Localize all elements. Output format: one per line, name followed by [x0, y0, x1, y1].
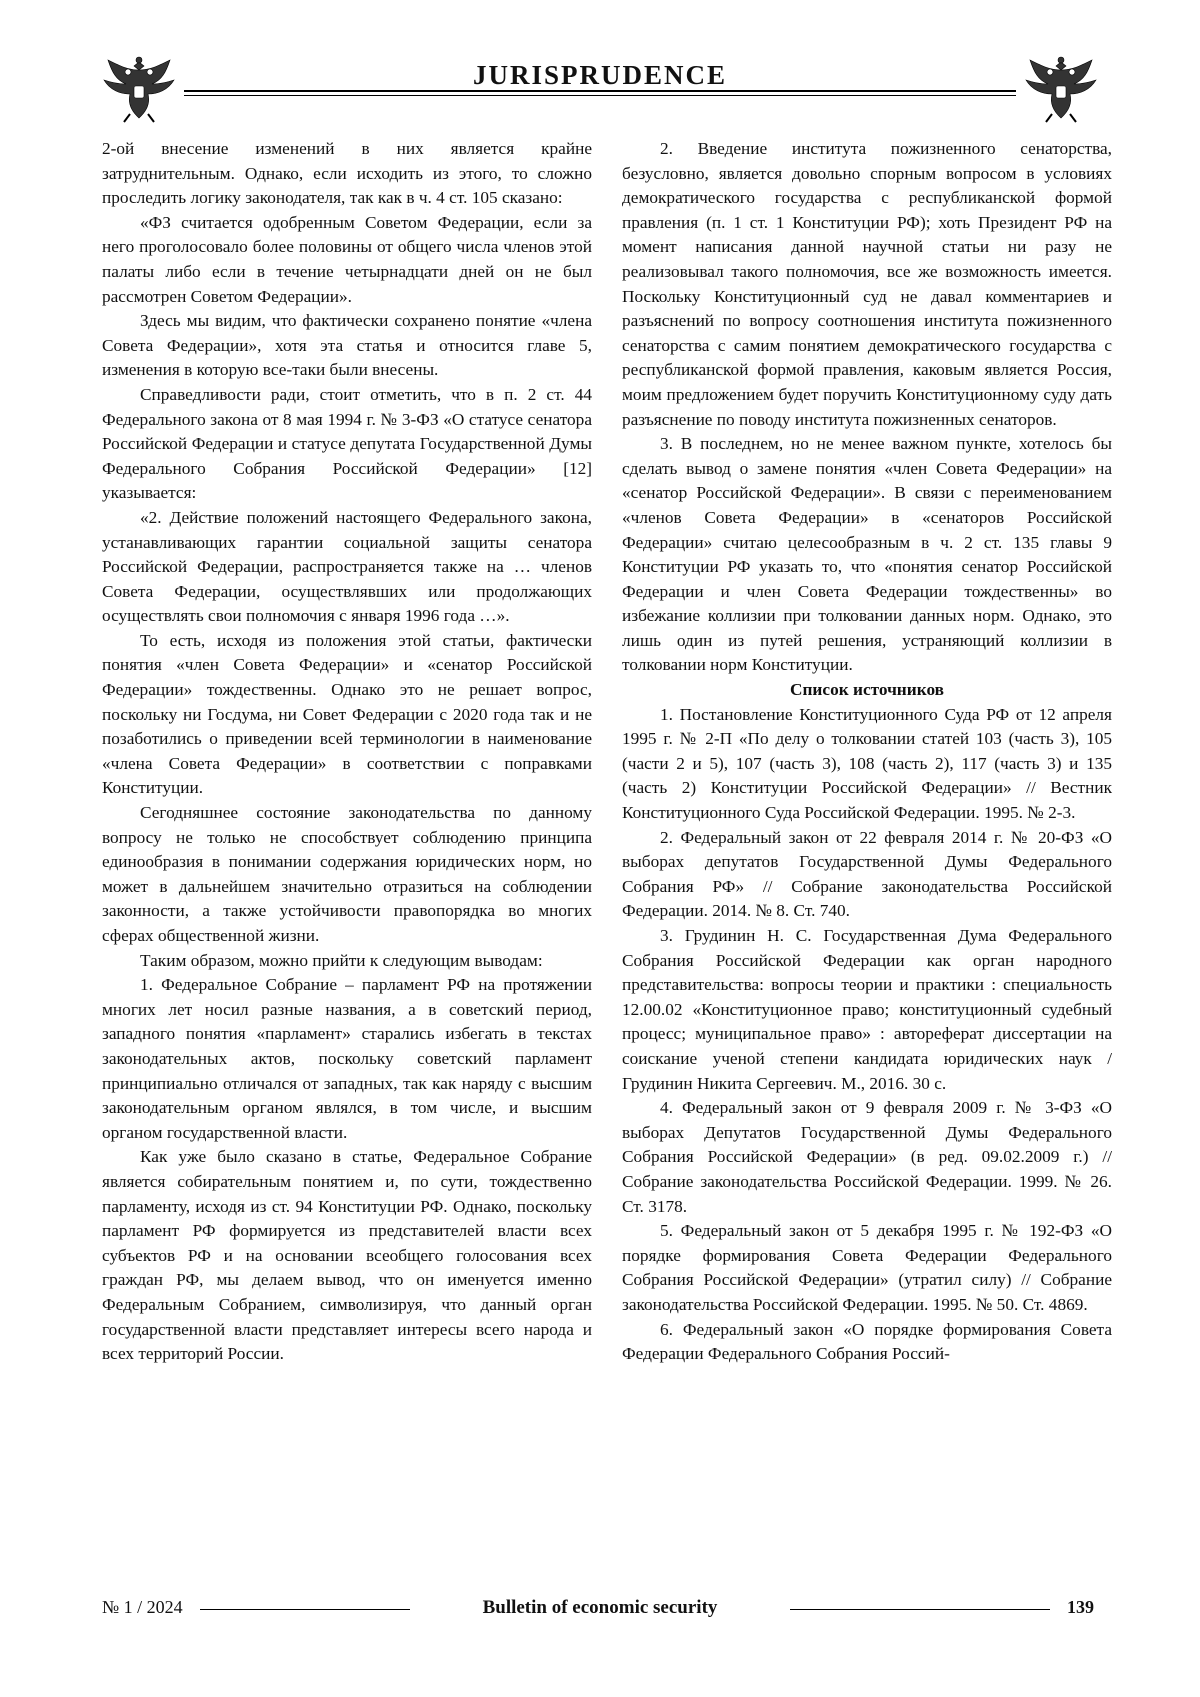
- paragraph: Справедливости ради, стоит отметить, что в п. 2 ст. 44 Федерального закона от 8 мая 1994 г. № 3-ФЗ «О статусе сенатора Российской Федерации и статусе депутата Государственной Думы Федерального Собрания Российской Федерации» [12] указывается:: [102, 384, 592, 503]
- paragraph: То есть, исходя из положения этой статьи, фактически понятия «член Совета Федерации» и «сенатор Российской Федерации» тождественны. Однако это не решает вопрос, поскольку ни Госдума, ни Совет Федерации с 2020 года так и не позаботились о приведении всей терминологии в наименование «члена Совета Федерации» в соответствии с поправками Конституции.: [102, 630, 592, 798]
- conclusion-item: 1. Федеральное Собрание – парламент РФ на протяжении многих лет носил разные названия, а в советский период, западного понятия «парламент» старались избегать в текстах законодательных актов, поскольку советский парламент принципиально отличался от западных, так как наряду с высшим законодательным органом являлся, в том числе, и высшим органом государственной власти.: [102, 975, 592, 1142]
- left-column: [102, 137, 592, 1367]
- double-headed-eagle-icon: [1022, 52, 1100, 126]
- source-item: 4. Федеральный закон от 9 февраля 2009 г. № 3-ФЗ «О выборах Депутатов Государственной Думы Федерального Собрания Российской Федерации» (в ред. 09.02.2009 г.) // Собрание законодательства Российской Федерации. 1999. № 26. Ст. 3178.: [622, 1098, 1112, 1216]
- section-title: JURISPRUDENCE: [100, 60, 1100, 91]
- footer-rule-right: [790, 1609, 1050, 1610]
- source-item: 2. Федеральный закон от 22 февраля 2014 г. № 20-ФЗ «О выборах депутатов Государственной Думы Федерального Собрания РФ» // Собрание законодательства Российской Федерации. 2014. № 8. Ст. 740.: [622, 827, 1112, 921]
- issue-number: № 1 / 2024: [102, 1597, 183, 1617]
- page-header: [100, 52, 1100, 132]
- header-rule-bottom: [184, 95, 1016, 96]
- source-item: 3. Грудинин Н. С. Государственная Дума Федерального Собрания Российской Федерации как орган народного представительства: вопросы теории и практики : специальность 12.00.02 «Конституционное право; конституционный судебный процесс; муниципальное право» : автореферат диссертации на соискание ученой степени кандидата юридических наук / Грудинин Никита Сергеевич. М., 2016. 30 с.: [622, 926, 1112, 1093]
- paragraph: Сегодняшнее состояние законодательства по данному вопросу не только не способствует соблюдению принципа единообразия в понимании содержания юридических норм, но может в дальнейшем значительно отразиться на соблюдении законности, а также устойчивости правопорядка во многих сферах общественной жизни.: [102, 803, 592, 945]
- source-item: 5. Федеральный закон от 5 декабря 1995 г. № 192-ФЗ «О порядке формирования Совета Федерации Федерального Собрания Российской Федерации» (утратил силу) // Собрание законодательства Российской Федерации. 1995. № 50. Ст. 4869.: [622, 1221, 1112, 1314]
- paragraph: Таким образом, можно прийти к следующим выводам:: [140, 950, 543, 970]
- quote-paragraph: «2. Действие положений настоящего Федерального закона, устанавливающих гарантии социальной защиты сенатора Российской Федерации, распространяется также на … членов Совета Федерации, осуществлявших или продолжающих осуществлять свои полномочия с января 1996 года …».: [102, 507, 592, 626]
- page-number: 139: [1067, 1597, 1094, 1617]
- journal-name: Bulletin of economic security: [482, 1597, 718, 1618]
- source-item: 1. Постановление Конституционного Суда РФ от 12 апреля 1995 г. № 2-П «По делу о толковании статей 103 (часть 3), 105 (части 2 и 5), 107 (часть 3), 108 (часть 2), 117 (часть 3) и 135 (часть 2) Конституции Российской Федерации» // Вестник Конституционного Суда Российской Федерации. 1995. № 2-3.: [622, 704, 1112, 823]
- paragraph: 2-ой внесение изменений в них является крайне затруднительным. Однако, если исходить из этого, то сложно проследить логику законодателя, так как в ч. 4 ст. 105 сказано:: [102, 139, 592, 208]
- conclusion-item: 3. В последнем, но не менее важном пункте, хотелось бы сделать вывод о замене понятия «член Совета Федерации» на «сенатор Российской Федерации». В связи с переименованием «членов Совета Федерации» в «сенаторов Российской Федерации» считаю целесообразным в ч. 2 ст. 135 главы 9 Конституции РФ указать то, что «понятия сенатор Российской Федерации и член Совета Федерации тождественны» во избежание коллизии при толковании данных норм. Однако, это лишь один из путей решения, устраняющий коллизии в толковании норм Конституции.: [622, 434, 1112, 675]
- right-column: [622, 137, 1112, 1367]
- quote-paragraph: «ФЗ считается одобренным Советом Федерации, если за него проголосовало более половины от общего числа членов этой палаты либо если в течение четырнадцати дней он не был рассмотрен Советом Федерации».: [102, 212, 592, 306]
- page-footer: [100, 1597, 1100, 1627]
- paragraph: Как уже было сказано в статье, Федеральное Собрание является собирательным понятием и, по сути, тождественно парламенту, исходя из ст. 94 Конституции РФ. Однако, поскольку парламент РФ формируется из представителей власти всех субъектов РФ и на основании всеобщего голосования всех граждан РФ, мы делаем вывод, что он именуется именно Федеральным Собранием, символизируя, что данный орган государственной власти представляет интересы всего народа и всех территорий России.: [102, 1147, 592, 1364]
- paragraph: Здесь мы видим, что фактически сохранено понятие «члена Совета Федерации», хотя эта статья и относится главе 5, изменения в которую все-таки были внесены.: [102, 311, 592, 380]
- sources-heading: Список источников: [790, 680, 944, 700]
- source-item: 6. Федеральный закон «О порядке формирования Совета Федерации Федерального Собрания Россий-: [622, 1319, 1112, 1364]
- conclusion-item: 2. Введение института пожизненного сенаторства, безусловно, является довольно спорным вопросом в условиях демократического государства с республиканской формой правления (п. 1 ст. 1 Конституции РФ); хоть Президент РФ на момент написания данной научной статьи ни разу не реализовывал такого полномочия, все же возможность имеется. Поскольку Конституционный суд не давал комментариев и разъяснений по вопросу соотношения института пожизненного сенаторства с самим понятием демократического государства с республиканской формой правления, каковым является Россия, моим предложением будет поручить Конституционному суду дать разъяснение по поводу института пожизненных сенаторов.: [622, 139, 1112, 429]
